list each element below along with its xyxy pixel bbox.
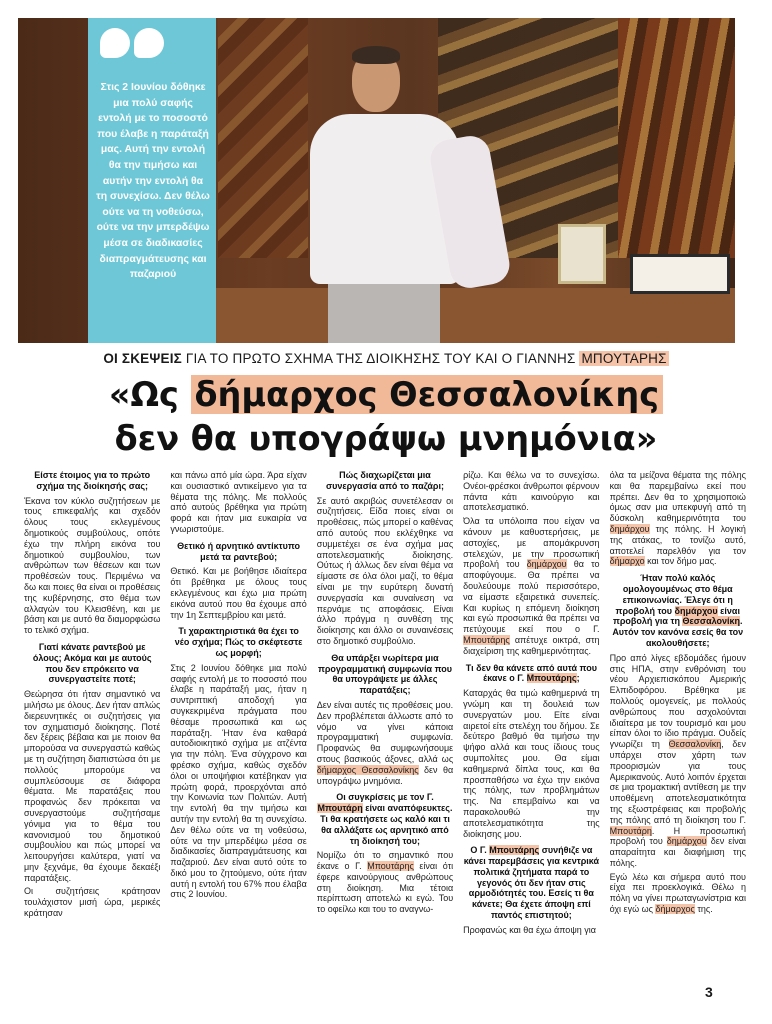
interview-answer: όλα τα μείζονα θέματα της πόλης και θα παρεμβαίνω εκεί που πρέπει. Δεν θα το χρησιμοποιώ όμως σαν μια υπεκφυγή από τη δύσκολη καθημερινότητα του δημάρχου της πόλης. Η λογική της ατάκας, το τονίζω αυτό, αποτελεί παρελθόν για τον δήμαρχο και τον δήμο μας. xyxy=(609,470,746,567)
article-column xyxy=(24,470,160,945)
interview-question: Θα υπάρξει νωρίτερα μια προγραμματική συμφωνία που θα υπογράψετε με άλλες παρατάξεις; xyxy=(317,652,452,696)
wall-painting xyxy=(618,18,735,258)
interview-question: Ήταν πολύ καλός ομολογουμένως στο θέμα επικοινωνίας. Έλεγε ότι η προβολή του δημάρχου είναι προβολή για τη Θεσσαλονίκη. Αυτόν τον κανόνα εσείς θα τον ακολουθήσετε; xyxy=(612,573,744,648)
headline xyxy=(0,373,772,461)
interview-question: Οι συγκρίσεις με τον Γ. Μπουτάρη είναι αναπόφευκτες. Τι θα κρατήσετε ως καλό και τι θα αλλάξατε ως αρνητικό από τη διοίκησή του; xyxy=(317,792,453,846)
highlighted-term: Μπουτάρης xyxy=(463,634,510,645)
highlighted-term: δημάρχου xyxy=(526,559,567,570)
highlighted-term: Θεσσαλονίκη xyxy=(668,739,722,750)
interview-answer: Καταρχάς θα τιμώ καθημερινά τη γνώμη και τη δουλειά των συνεργατών μου. Είτε είναι αιρετοί είτε στελέχη του δήμου. Σε δεύτερο βαθμό θα τιμήσω την ψήφο αλλά και τους ίδιους τους συμπολίτες μου. Θα είμαι καθημερινά δίπλα τους, και θα προσπαθήσω να έχω την εικόνα της πόλης, των προβλημάτων της. Να επεμβαίνω και να παρακολουθώ την αποτελεσματικότητα της διοίκησης μου. xyxy=(463,688,600,839)
interview-answer: και πάνω από μία ώρα. Άρα είχαν και ουσιαστικό αντικείμενο για τα θέματα της πόλης. Με πολλούς από αυτούς βρέθηκα για πρώτη φορά και ήταν μια ευκαιρία να γνωριστούμε. xyxy=(170,470,307,534)
article-column xyxy=(463,470,599,945)
wall-painting xyxy=(218,18,308,258)
headline-pre: «Ως xyxy=(108,375,191,414)
pull-quote-text: Στις 2 Ιουνίου δόθηκε μια πολύ σαφής εντολή με το ποσοστό που έλαβε η παράταξή μας. Αυτή την εντολή θα την τιμήσω και αυτήν την εντολή θα τη συνεχίσω. Δεν θέλω ούτε να τη νοθεύσω, ούτε να την μπερδέψω μέσα σε διαδικασίες διαπραγμάτευσης και παζαριού xyxy=(96,82,210,281)
highlighted-term: δημάρχου xyxy=(666,836,707,847)
highlighted-term: Μπουτάρης xyxy=(526,673,577,684)
interview-question: Γιατί κάνατε ραντεβού με όλους; Ακόμα και με αυτούς που δεν επρόκειτο να συνεργαστείτε ποτέ; xyxy=(32,641,152,685)
kicker-lead: ΟΙ ΣΚΕΨΕΙΣ xyxy=(103,351,182,366)
highlighted-term: δημάρχου xyxy=(609,523,650,534)
interview-question: Θετικό ή αρνητικό αντίκτυπο μετά τα ραντεβού; xyxy=(177,540,300,562)
headline-line2: δεν θα υπογράψω μνημόνια» xyxy=(114,419,658,458)
interview-answer: Θετικό. Και με βοήθησε ιδιαίτερα ότι βρέθηκα με όλους τους εκλεγμένους και έχω μια πρώτη εικόνα αυτού που θα έχουμε από την 1η Σεπτεμβρίου και μετά. xyxy=(170,566,307,620)
interview-answer: Νομίζω ότι το σημαντικό που έκανε ο Γ. Μπουτάρης είναι ότι έφερε καινούργιους ανθρώπους στη διοίκηση. Μια τέτοια περίπτωση αποτελώ κι εγώ. Του το οφείλω και του το αναγνω- xyxy=(316,850,454,915)
interview-answer: Έκανα τον κύκλο συζητήσεων με τους επικεφαλής και σχεδόν όλους τους εκλεγμένους δημοτικούς συμβούλους, οπότε έχω την πλήρη εικόνα του δημοτικού συμβουλίου, των ανθρώπων των θέσεων και των προθέσεών τους. Περιμένω να δω και ποιες θα είναι οι προθέσεις της κυβέρνησης, στο θέμα των αλλαγών του Κλεισθένη, και με βάση και με αυτό θα διαμορφώσω το τελικό σχήμα. xyxy=(24,495,161,636)
highlighted-term: Μπουτάρη xyxy=(317,803,363,814)
quote-marks-icon xyxy=(100,28,164,58)
highlighted-term: Μπουτάρης xyxy=(489,845,540,856)
interview-answer: Οι συζητήσεις κράτησαν τουλάχιστον μισή ώρα, μερικές κράτησαν xyxy=(24,886,161,919)
headline-highlight: δήμαρχος Θεσσαλονίκης xyxy=(191,375,664,414)
kicker xyxy=(0,351,772,366)
pull-quote xyxy=(88,18,216,343)
article-column xyxy=(610,470,746,945)
interview-question: Είστε έτοιμος για το πρώτο σχήμα της διοίκησής σας; xyxy=(34,470,151,491)
interview-question: Ο Γ. Μπουτάρης συνήθιζε να κάνει παρεμβάσεις για κεντρικά πολιτικά ζητήματα παρά το γεγονός ότι δεν ήταν στις αρμοδιότητές του. Εσείς τι θα κάνετε; Θα έχετε άποψη επί παντός επιστητού; xyxy=(463,845,600,921)
highlighted-term: δημάρχου xyxy=(674,605,718,616)
kicker-body: ΓΙΑ ΤΟ ΠΡΩΤΟ ΣΧΗΜΑ ΤΗΣ ΔΙΟΙΚΗΣΗΣ ΤΟΥ ΚΑΙ Ο ΓΙΑΝΝΗΣ xyxy=(181,351,580,366)
highlighted-term: δήμαρχος Θεσσαλονίκης xyxy=(316,764,419,775)
interview-answer: Στις 2 Ιουνίου δόθηκε μια πολύ σαφής εντολή με το ποσοστό που έλαβε η παράταξή μας, ήταν η συντριπτική αποδοχή για συγκεκριμένα πράγματα που θέσαμε προσωπικά και ως παράταξη. Ήταν ένα καθαρά αυτοδιοικητικό σχήμα με ατζέντα για την πόλη. Ένα σύγχρονο και φρέσκο σχήμα, καθώς σχεδόν όλοι οι υποψήφιοι κατέβηκαν για πρώτη φορά, προερχόνται από την Κοινωνία των Πολιτών. Αυτή την εντολή θα την τιμήσω και αυτήν την εντολή θα τη συνεχίσω. Δεν θέλω ούτε να τη νοθεύσω, ούτε να την μπερδέψω μέσα σε διαδικασίες διαπραγμάτευσης και παζαριού. Δεν είναι αυτό ούτε το δικό μου το ζητούμενο, ούτε ήταν αυτή η εντολή του 67% που έλαβα στις 2 Ιουνίου. xyxy=(170,662,307,900)
highlighted-term: δήμαρχος xyxy=(655,904,695,915)
interview-answer: Δεν είναι αυτές τις προθέσεις μου. Δεν προβλέπεται άλλωστε από το νόμο να γίνει κάποια προγραμματική συμφωνία. Προφανώς θα συμφωνήσουμε στους βασικούς άξονες, αλλά ως δήμαρχος Θεσσαλονίκης δεν θα υπογράψω μνημόνια. xyxy=(316,699,454,786)
interview-question: Τι χαρακτηριστικά θα έχει το νέο σχήμα; Πώς το σκέφτεστε ως μορφή; xyxy=(174,626,303,658)
interview-answer: Θεώρησα ότι ήταν σημαντικό να μιλήσω με όλους. Δεν ήταν απλώς διερευνητικές οι συζητήσεις για τον σχηματισμό διοίκησης. Ποτέ δεν ξέρεις βέβαια και με ποιον θα μπορούσα να συνεργαστώ καθώς με τη συζήτηση διαπιστώσα ότι με πολλούς μπορούμε να συμπλεύσουμε σε διάφορα θέματα. Με παρατάξεις που προφανώς δεν πρόκειται να συνεργαστούμε συζητήσαμε γόνιμα για το θέμα του κανονισμού του δημοτικού συμβουλίου και πώς μπορεί να λειτουργήσει καλύτερα, γιατί να μην ξεχνάμε, θα έχουμε δεκαέξι παρατάξεις. xyxy=(24,689,161,883)
interview-answer: Όλα τα υπόλοιπα που είχαν να κάνουν με καθυστερήσεις, με αστοχίες, με απομάκρυνση στελεχών, με την προσωπική προβολή του δημάρχου θα το αποφύγουμε. Θα πρέπει να δουλεύουμε πολύ περισσότερο, να είμαστε εξαιρετικά συνεπείς. Και κυρίως η επόμενη διοίκηση και εγώ προσωπικά θα πρέπει να πετύχουμε εκεί που ο Γ. Μπουτάρης απέτυχε οικτρά, στη διαχείριση της καθημερινότητας. xyxy=(463,516,600,656)
kicker-name: ΜΠΟΥΤΑΡΗΣ xyxy=(581,351,667,366)
highlighted-term: Μπουτάρης xyxy=(367,861,414,872)
highlighted-term: δήμαρχο xyxy=(609,556,645,567)
article-column xyxy=(317,470,453,945)
interviewee-figure xyxy=(310,42,510,343)
interview-answer: ρίζω. Και θέλω να το συνεχίσω. Ονέοι-φρέσκοι άνθρωποι φέρνουν πάντα κάτι καινούργιο και αποτελεσματικό. xyxy=(463,470,600,513)
interview-question: Πώς διαχωρίζεται μια συνεργασία από το παζάρι; xyxy=(325,470,445,491)
article-column xyxy=(170,470,306,945)
page-number: 3 xyxy=(705,984,713,1000)
framed-icon xyxy=(558,224,606,284)
interview-answer: Προ από λίγες εβδομάδες ήμουν στις ΗΠΑ, στην ενθρόνιση του νέου Αρχιεπισκόπου Αμερικής Ελπιδοφόρου. Βρέθηκα με πολλούς ομογενείς, με πολλούς ανθρώπους που ασχολούνται ιδιαίτερα με τον τουρισμό και μου είπαν όλοι το ίδιο πράγμα. Ουδείς γνωρίζει τη Θεσσαλονίκη, δεν υπάρχει στον χάρτη των προορισμών για τους Αμερικανούς. Αυτό λοιπόν έρχεται σε μια τρομακτική αντίθεση με την υποθέμενη αποτελεσματικότητα της εξωστρέφειας και προβολής της πόλης από τη διοίκηση του Γ. Μπουτάρη. Η προσωπική προβολή του δημάρχου δεν είναι απαραίτητα και διαφήμιση της πόλης. xyxy=(609,652,746,868)
highlighted-term: Μπουτάρη xyxy=(609,825,652,836)
highlighted-term: Θεσσαλονίκη xyxy=(682,616,741,627)
interview-answer: Σε αυτό ακριβώς συνετέλεσαν οι συζητήσεις. Είδα ποιες είναι οι προθέσεις, πώς μπορεί ο καθένας από αυτούς που εκλέχθηκε να συμμετέχει σε ένα σχήμα μας αποτελεσματικής διοίκησης. Ούτως ή άλλως δεν είναι θέμα να είμαστε σε όλα όλοι μαζί, το θέμα είναι με την ευρύτερη δυνατή συνεργασία και συναίνεση να περνάμε τις αποφάσεις. Είναι άλλο πράγμα η συνθέση της διοίκησης και άλλο οι συναινέσεις στο δημοτικό συμβούλιο. xyxy=(316,495,454,646)
interview-question: Τι δεν θα κάνετε από αυτά που έκανε ο Γ. Μπουτάρης; xyxy=(465,662,597,684)
interview-answer: Εγώ λέω και σήμερα αυτό που είχα πει προεκλογικά. Θέλω η πόλη να γίνει πρωταγωνίστρια και όχι εγώ ως δήμαρχος της. xyxy=(609,871,746,915)
interview-answer: Προφανώς και θα έχω άποψη για xyxy=(463,924,596,935)
article-body xyxy=(24,470,746,945)
framed-photo xyxy=(630,254,730,294)
